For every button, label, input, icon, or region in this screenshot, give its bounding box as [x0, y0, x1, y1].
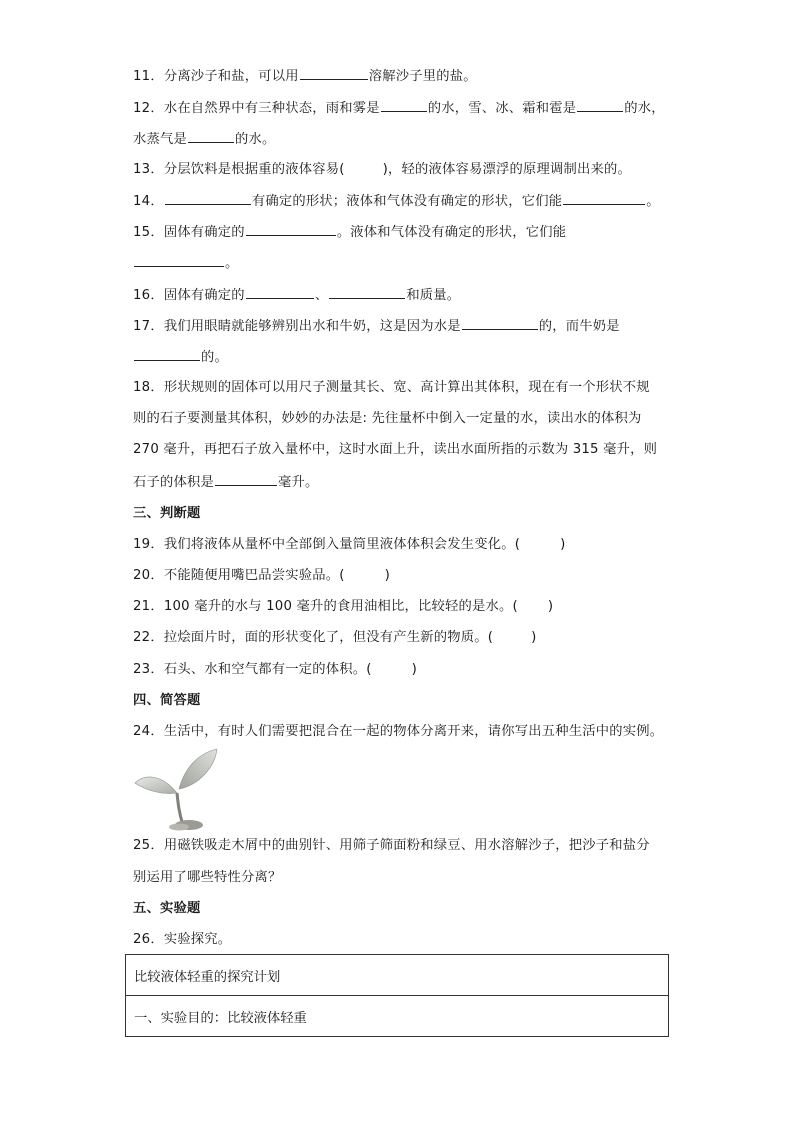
- answer-blank[interactable]: [246, 221, 336, 236]
- question-25-line-1: 25．用磁铁吸走木屑中的曲别针、用筛子筛面粉和绿豆、用水溶解沙子，把沙子和盐分: [133, 838, 650, 853]
- question-15-cont: [133, 252, 239, 274]
- q14-text-a: 14．: [133, 194, 164, 209]
- table-row: [126, 955, 669, 996]
- q17-text-b: 的，而牛奶是: [538, 319, 620, 334]
- answer-blank[interactable]: [577, 97, 623, 112]
- q14-text-b: 有确定的形状；液体和气体没有确定的形状，它们能: [251, 194, 563, 209]
- answer-blank[interactable]: [300, 65, 368, 80]
- q22-close: ): [531, 630, 537, 645]
- question-20: [133, 565, 390, 587]
- question-22: [133, 627, 537, 649]
- q15-text-c: 。: [225, 256, 239, 271]
- question-16: [133, 284, 460, 306]
- question-23: [133, 659, 417, 681]
- section-heading-short-answer: 四、简答题: [133, 693, 201, 708]
- q12-text-c: 的水，: [624, 101, 665, 116]
- question-11: [133, 65, 477, 87]
- answer-blank[interactable]: [246, 284, 314, 299]
- question-15: [133, 221, 566, 243]
- question-18-line-4: [133, 471, 318, 493]
- q14-text-c: 。: [646, 194, 660, 209]
- q15-text-b: 。液体和气体没有确定的形状，它们能: [336, 225, 567, 240]
- question-12-cont: [133, 128, 276, 150]
- q21-text: 21．100 毫升的水与 100 毫升的食用油相比，比较轻的是水。(: [133, 599, 518, 614]
- question-17-cont: [133, 346, 228, 368]
- q15-text-a: 15．固体有确定的: [133, 225, 245, 240]
- table-cell-purpose: 一、实验目的：比较液体轻重: [126, 996, 669, 1037]
- question-19: [133, 534, 566, 556]
- question-21: [133, 596, 553, 618]
- q16-text-a: 16．固体有确定的: [133, 288, 245, 303]
- q13-text-b: )，轻的液体容易漂浮的原理调制出来的。: [382, 162, 632, 177]
- experiment-plan-table: [125, 954, 669, 1037]
- section-heading-experiment: 五、实验题: [133, 901, 201, 916]
- question-18-line-3: 270 毫升，再把石子放入量杯中，这时水面上升，读出水面所指的示数为 315 毫升，则: [133, 442, 658, 457]
- q11-text-b: 溶解沙子里的盐。: [368, 69, 477, 84]
- q16-text-b: 、: [314, 288, 329, 303]
- answer-blank[interactable]: [329, 284, 405, 299]
- answer-blank[interactable]: [563, 190, 645, 205]
- q11-text-a: 11．分离沙子和盐，可以用: [133, 69, 299, 84]
- question-18-line-1: 18．形状规则的固体可以用尺子测量其长、宽、高计算出其体积，现在有一个形状不规: [133, 380, 650, 395]
- q16-text-c: 和质量。: [406, 288, 461, 303]
- question-17: [133, 315, 620, 337]
- q22-text: 22．拉烩面片时，面的形状变化了，但没有产生新的物质。(: [133, 630, 494, 645]
- table-cell-plan-title: 比较液体轻重的探究计划: [126, 955, 669, 996]
- question-25-line-2: 别运用了哪些特性分离？: [133, 870, 282, 885]
- answer-blank[interactable]: [134, 346, 200, 361]
- q23-close: ): [411, 662, 418, 677]
- question-24: 24．生活中，有时人们需要把混合在一起的物体分离开来，请你写出五种生活中的实例。: [133, 724, 664, 739]
- answer-blank[interactable]: [165, 190, 251, 205]
- q20-text: 20．不能随便用嘴巴品尝实验品。(: [133, 568, 345, 583]
- answer-blank[interactable]: [381, 97, 427, 112]
- q17-text-c: 的。: [201, 350, 228, 365]
- question-14: [133, 190, 660, 212]
- q18-text-b: 毫升。: [277, 475, 319, 490]
- q17-text-a: 17．我们用眼睛就能够辨别出水和牛奶，这是因为水是: [133, 319, 461, 334]
- q23-text: 23．石头、水和空气都有一定的体积。(: [133, 662, 372, 677]
- sprout-seedling-image: [133, 745, 219, 831]
- question-18-line-2: 则的石子要测量其体积，妙妙的办法是: 先往量杯中倒入一定量的水，读出水的体积为: [133, 411, 642, 426]
- q21-close: ): [547, 599, 554, 614]
- q20-close: ): [384, 568, 391, 583]
- q12-text-b: 的水，雪、冰、霜和雹是: [427, 101, 577, 116]
- q12-text-d: 水蒸气是: [133, 132, 187, 147]
- answer-blank[interactable]: [188, 128, 234, 143]
- q19-text: 19．我们将液体从量杯中全部倒入量筒里液体体积会发生变化。(: [133, 537, 521, 552]
- q12-text-a: 12．水在自然界中有三种状态，雨和雾是: [133, 101, 380, 116]
- table-row: [126, 996, 669, 1037]
- section-heading-judge: 三、判断题: [133, 506, 201, 521]
- q13-text-a: 13．分层饮料是根据重的液体容易(: [133, 162, 345, 177]
- q12-text-e: 的水。: [235, 132, 276, 147]
- q19-close: ): [560, 537, 566, 552]
- question-13: [133, 159, 631, 181]
- question-26: 26．实验探究。: [133, 932, 232, 947]
- answer-blank[interactable]: [134, 252, 224, 267]
- answer-blank[interactable]: [215, 471, 277, 486]
- answer-blank[interactable]: [462, 315, 538, 330]
- q18-text-a: 石子的体积是: [133, 475, 214, 490]
- question-12: [133, 97, 665, 119]
